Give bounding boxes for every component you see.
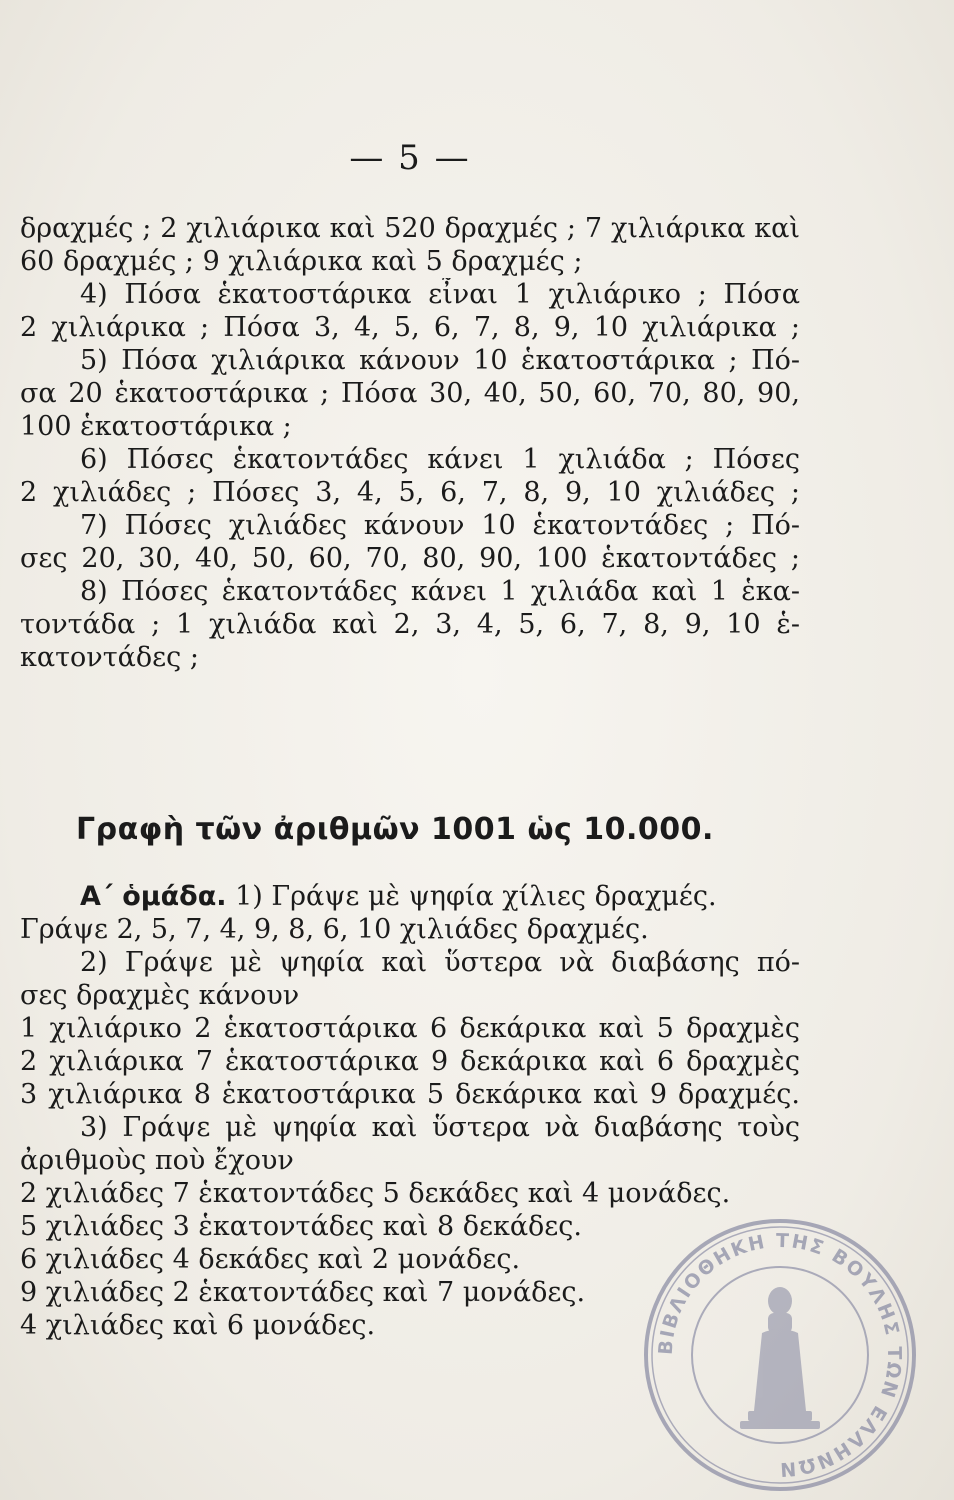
- stamp-seal-icon: [640, 1215, 920, 1495]
- text-line: 9 χιλιάδες 2 ἑκατοντάδες καὶ 7 μονάδες.: [20, 1277, 586, 1308]
- exercise-section-top: [20, 212, 800, 674]
- text-line: 100 ἑκατοστάρικα ;: [20, 411, 292, 442]
- text-line: 6) Πόσες ἑκατοντάδες κάνει 1 χιλιάδα ; Πόσες: [80, 444, 800, 475]
- text-line: 5) Πόσα χιλιάρικα κάνουν 10 ἑκατοστάρικα ; Πό-: [80, 345, 800, 376]
- text-line: 7) Πόσες χιλιάδες κάνουν 10 ἑκατοντάδες ; Πό-: [80, 510, 800, 541]
- section-heading: Γραφὴ τῶν ἀριθμῶν 1001 ὡς 10.000.: [76, 812, 714, 847]
- text-line: σες δραχμὲς κάνουν: [20, 980, 300, 1011]
- text-line: 2 χιλιάρικα ; Πόσα 3, 4, 5, 6, 7, 8, 9, 10 χιλιάρικα ;: [20, 312, 800, 343]
- text-line: 2) Γράψε μὲ ψηφία καὶ ὕστερα νὰ διαβάσης πό-: [80, 947, 800, 978]
- text-line: 2 χιλιάδες 7 ἑκατοντάδες 5 δεκάδες καὶ 4 μονάδες.: [20, 1178, 731, 1209]
- text-line: 3 χιλιάρικα 8 ἑκατοστάρικα 5 δεκάρικα καὶ 9 δραχμές.: [20, 1079, 800, 1110]
- text-line: 3) Γράψε μὲ ψηφία καὶ ὕστερα νὰ διαβάσης τοὺς: [80, 1112, 800, 1143]
- text-line: Γράψε 2, 5, 7, 4, 9, 8, 6, 10 χιλιάδες δραχμές.: [20, 914, 649, 945]
- group-label: Α΄ ὁμάδα.: [80, 881, 227, 912]
- text-line: ἀριθμοὺς ποὺ ἔχουν: [20, 1145, 294, 1176]
- text-line: 60 δραχμές ; 9 χιλιάρικα καὶ 5 δραχμές ;: [20, 246, 583, 277]
- text-line: 8) Πόσες ἑκατοντάδες κάνει 1 χιλιάδα καὶ 1 ἑκα-: [80, 576, 800, 607]
- text-line: 1 χιλιάρικο 2 ἑκατοστάρικα 6 δεκάρικα καὶ 5 δραχμὲς: [20, 1013, 800, 1044]
- text-line: 2 χιλιάρικα 7 ἑκατοστάρικα 9 δεκάρικα καὶ 6 δραχμὲς: [20, 1046, 800, 1077]
- stamp-text: ΒΙΒΛΙΟΘΗΚΗ ΤΗΣ ΒΟΥΛΗΣ ΤΩΝ ΕΛΛΗΝΩΝ: [654, 1229, 906, 1481]
- text-line: τοντάδα ; 1 χιλιάδα καὶ 2, 3, 4, 5, 6, 7, 8, 9, 10 ἑ-: [20, 609, 800, 640]
- text-line: σα 20 ἑκατοστάρικα ; Πόσα 30, 40, 50, 60, 70, 80, 90,: [20, 378, 800, 409]
- text-line: [20, 880, 800, 913]
- text-line: σες 20, 30, 40, 50, 60, 70, 80, 90, 100 ἑκατοντάδες ;: [20, 543, 800, 574]
- text-line: 2 χιλιάδες ; Πόσες 3, 4, 5, 6, 7, 8, 9, 10 χιλιάδες ;: [20, 477, 800, 508]
- text-line: δραχμές ; 2 χιλιάρικα καὶ 520 δραχμές ; 7 χιλιάρικα καὶ: [20, 213, 800, 244]
- text-line: 5 χιλιάδες 3 ἑκατοντάδες καὶ 8 δεκάδες.: [20, 1211, 583, 1242]
- text-line: 4 χιλιάδες καὶ 6 μονάδες.: [20, 1310, 376, 1341]
- library-stamp: [640, 1215, 920, 1495]
- text-fragment: 1) Γράψε μὲ ψηφία χίλιες δραχμές.: [226, 881, 717, 912]
- text-line: 6 χιλιάδες 4 δεκάδες καὶ 2 μονάδες.: [20, 1244, 521, 1275]
- text-line: 4) Πόσα ἑκατοστάρικα εἶναι 1 χιλιάρικο ; Πόσα: [80, 279, 800, 310]
- statue-figure-icon: [740, 1287, 820, 1429]
- page-number: — 5 —: [349, 138, 471, 178]
- text-line: κατοντάδες ;: [20, 642, 199, 673]
